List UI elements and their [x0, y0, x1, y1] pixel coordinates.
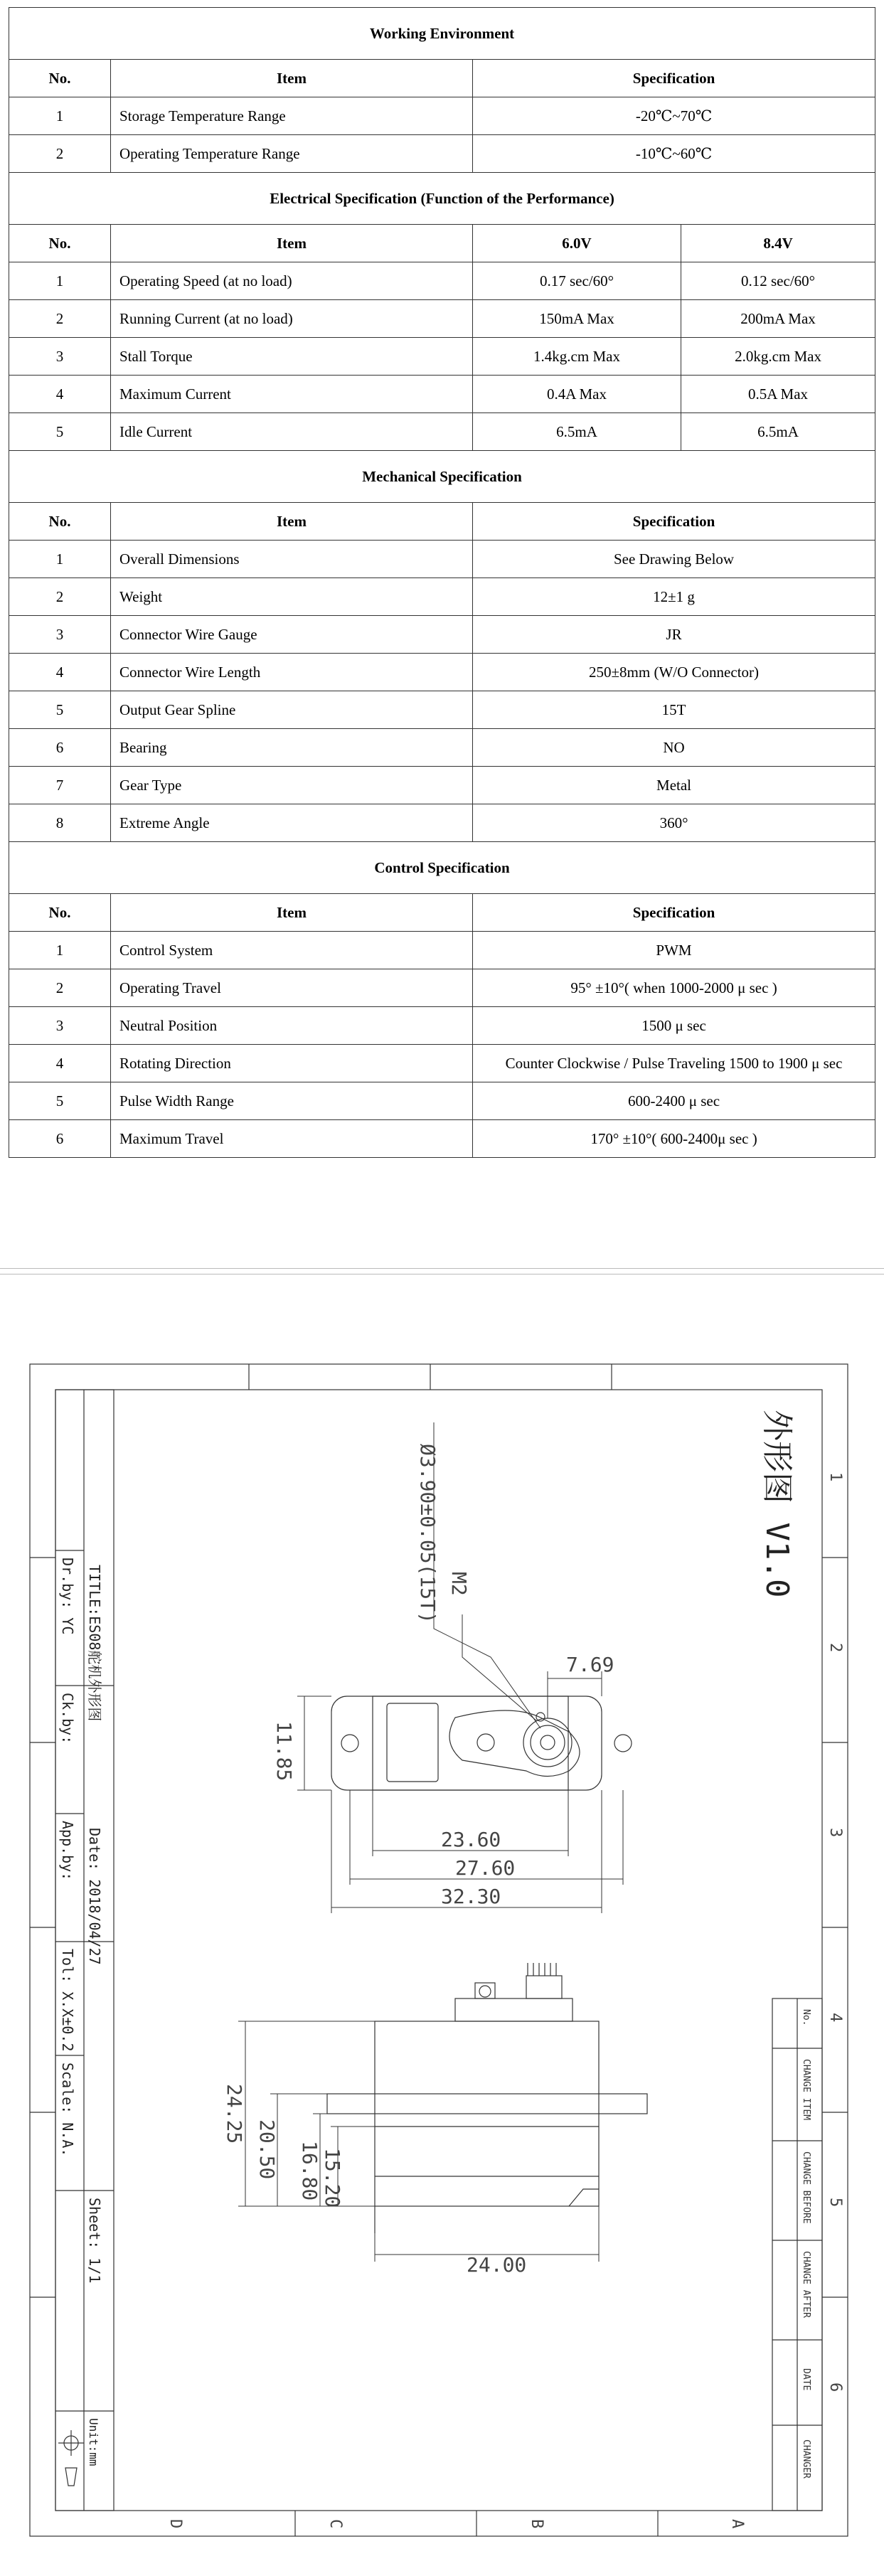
- dim-side-h1: 24.25: [223, 2084, 246, 2144]
- dim-top-offset: 7.69: [566, 1653, 614, 1676]
- row-no: 2: [9, 969, 111, 1007]
- title-block-unit: Unit:mm: [87, 2418, 100, 2466]
- row-no: 2: [9, 135, 111, 173]
- col-header-spec: Specification: [473, 894, 875, 932]
- row-item: Running Current (at no load): [111, 300, 473, 338]
- table-row: [9, 135, 875, 173]
- row-no: 1: [9, 932, 111, 969]
- table-row: [9, 262, 875, 300]
- row-value-8v: 200mA Max: [681, 300, 875, 338]
- row-item: Operating Travel: [111, 969, 473, 1007]
- projection-symbol: [58, 2430, 84, 2486]
- col-header-spec: Specification: [473, 503, 875, 541]
- row-item: Maximum Current: [111, 376, 473, 413]
- table-row: [9, 1045, 875, 1082]
- row-item: Output Gear Spline: [111, 691, 473, 729]
- col-header-6v: 6.0V: [473, 225, 681, 262]
- title-block-title: TITLE:ES08舵机外形图: [86, 1565, 103, 1722]
- row-item: Operating Speed (at no load): [111, 262, 473, 300]
- zone-label-row: 4: [826, 2013, 844, 2023]
- working_environment-section-title: Working Environment: [9, 8, 875, 60]
- row-value-6v: 150mA Max: [473, 300, 681, 338]
- dim-side-width: 24.00: [467, 2253, 527, 2277]
- row-value-6v: 6.5mA: [473, 413, 681, 451]
- row-no: 2: [9, 578, 111, 616]
- servo-top-view: [331, 1696, 632, 1790]
- row-value-6v: 0.17 sec/60°: [473, 262, 681, 300]
- row-item: Connector Wire Gauge: [111, 616, 473, 654]
- row-spec: PWM: [473, 932, 875, 969]
- row-spec: See Drawing Below: [473, 541, 875, 578]
- revision-header: CHANGE AFTER: [801, 2251, 811, 2318]
- table-row: [9, 767, 875, 804]
- table-row: [9, 1082, 875, 1120]
- row-no: 1: [9, 262, 111, 300]
- row-item: Pulse Width Range: [111, 1082, 473, 1120]
- control-section-title: Control Specification: [9, 842, 875, 894]
- col-header-no: No.: [9, 225, 111, 262]
- zone-label-row: 5: [826, 2198, 844, 2208]
- mechanical-section-title-row: [9, 451, 875, 503]
- row-no: 3: [9, 338, 111, 376]
- dim-spline: Ø3.90±0.05(15T): [416, 1444, 440, 1624]
- row-spec: JR: [473, 616, 875, 654]
- row-item: Weight: [111, 578, 473, 616]
- electrical-section-title: Electrical Specification (Function of the Performance): [9, 173, 875, 225]
- row-spec: 250±8mm (W/O Connector): [473, 654, 875, 691]
- dim-width-2: 27.60: [455, 1856, 516, 1880]
- table-row: [9, 969, 875, 1007]
- row-spec: 600-2400 μ sec: [473, 1082, 875, 1120]
- table-row: [9, 1120, 875, 1158]
- title-block-scale: Scale: N.A.: [59, 2063, 76, 2157]
- row-item: Neutral Position: [111, 1007, 473, 1045]
- table-row: [9, 578, 875, 616]
- revision-header: CHANGER: [801, 2439, 811, 2479]
- zone-label-row: 1: [826, 1472, 844, 1482]
- spec-table: [9, 7, 875, 1158]
- row-no: 5: [9, 1082, 111, 1120]
- row-value-6v: 0.4A Max: [473, 376, 681, 413]
- row-no: 4: [9, 1045, 111, 1082]
- table-row: [9, 338, 875, 376]
- row-item: Overall Dimensions: [111, 541, 473, 578]
- row-no: 4: [9, 654, 111, 691]
- row-spec: 12±1 g: [473, 578, 875, 616]
- row-value-8v: 0.12 sec/60°: [681, 262, 875, 300]
- table-row: [9, 691, 875, 729]
- control-section-title-row: [9, 842, 875, 894]
- row-item: Rotating Direction: [111, 1045, 473, 1082]
- zone-label-row: 6: [826, 2383, 844, 2393]
- row-item: Connector Wire Length: [111, 654, 473, 691]
- servo-outline-drawing: [0, 1344, 884, 2567]
- dim-width-1: 23.60: [441, 1828, 501, 1851]
- table-row: [9, 413, 875, 451]
- table-row: [9, 804, 875, 842]
- row-item: Bearing: [111, 729, 473, 767]
- row-no: 1: [9, 97, 111, 135]
- revision-header: No.: [801, 2009, 811, 2026]
- row-spec: 360°: [473, 804, 875, 842]
- col-header-item: Item: [111, 60, 473, 97]
- revision-header: DATE: [801, 2368, 811, 2391]
- drawing-title: 外形图 V1.0: [759, 1410, 795, 1598]
- page-divider: [0, 1268, 884, 1269]
- zone-label-row: 2: [826, 1643, 844, 1653]
- dim-width-3: 32.30: [441, 1885, 501, 1908]
- table-row: [9, 300, 875, 338]
- col-header-item: Item: [111, 503, 473, 541]
- row-value-6v: 1.4kg.cm Max: [473, 338, 681, 376]
- row-item: Stall Torque: [111, 338, 473, 376]
- zone-label-col: A: [728, 2519, 746, 2529]
- row-spec: 95° ±10°( when 1000-2000 μ sec ): [473, 969, 875, 1007]
- row-value-8v: 6.5mA: [681, 413, 875, 451]
- zone-label-col: B: [528, 2519, 545, 2529]
- revision-header: CHANGE BEFORE: [801, 2151, 811, 2224]
- zone-label-col: D: [166, 2519, 184, 2529]
- row-spec: Metal: [473, 767, 875, 804]
- table-row: [9, 376, 875, 413]
- row-no: 6: [9, 1120, 111, 1158]
- row-no: 8: [9, 804, 111, 842]
- row-spec: 1500 μ sec: [473, 1007, 875, 1045]
- col-header-spec: Specification: [473, 60, 875, 97]
- row-no: 6: [9, 729, 111, 767]
- table-row: [9, 729, 875, 767]
- dim-side-h3: 16.80: [298, 2141, 321, 2201]
- control-header-row: [9, 894, 875, 932]
- row-no: 1: [9, 541, 111, 578]
- title-block-approved-by: App.by:: [59, 1821, 76, 1881]
- row-spec: NO: [473, 729, 875, 767]
- col-header-8v: 8.4V: [681, 225, 875, 262]
- dim-height-top: 11.85: [272, 1721, 296, 1782]
- col-header-no: No.: [9, 503, 111, 541]
- dim-side-h4: 15.20: [321, 2148, 344, 2208]
- row-spec: -20℃~70℃: [473, 97, 875, 135]
- row-item: Storage Temperature Range: [111, 97, 473, 135]
- row-no: 4: [9, 376, 111, 413]
- col-header-item: Item: [111, 894, 473, 932]
- table-row: [9, 1007, 875, 1045]
- mechanical-header-row: [9, 503, 875, 541]
- col-header-item: Item: [111, 225, 473, 262]
- table-row: [9, 616, 875, 654]
- row-spec: Counter Clockwise / Pulse Traveling 1500 to 1900 μ sec: [473, 1045, 875, 1082]
- electrical-section-title-row: [9, 173, 875, 225]
- title-block-tolerance: Tol: X.X±0.2: [59, 1949, 76, 2052]
- working_environment-section-title-row: [9, 8, 875, 60]
- table-row: [9, 541, 875, 578]
- dim-side-h2: 20.50: [255, 2119, 279, 2180]
- title-block-checked-by: Ck.by:: [59, 1693, 76, 1745]
- row-value-8v: 0.5A Max: [681, 376, 875, 413]
- revision-header: CHANGE ITEM: [801, 2059, 811, 2121]
- row-spec: 15T: [473, 691, 875, 729]
- row-item: Control System: [111, 932, 473, 969]
- mechanical-section-title: Mechanical Specification: [9, 451, 875, 503]
- row-item: Idle Current: [111, 413, 473, 451]
- row-no: 5: [9, 413, 111, 451]
- row-no: 3: [9, 616, 111, 654]
- row-no: 7: [9, 767, 111, 804]
- zone-label-row: 3: [826, 1828, 844, 1838]
- row-no: 5: [9, 691, 111, 729]
- col-header-no: No.: [9, 60, 111, 97]
- table-row: [9, 932, 875, 969]
- title-block-drawn-by: Dr.by: YC: [59, 1558, 76, 1635]
- title-block-date: Date: 2018/04/27: [86, 1828, 103, 1965]
- dim-screw: M2: [447, 1572, 471, 1596]
- row-item: Gear Type: [111, 767, 473, 804]
- col-header-no: No.: [9, 894, 111, 932]
- row-no: 2: [9, 300, 111, 338]
- row-item: Maximum Travel: [111, 1120, 473, 1158]
- spec-table-body: [9, 8, 875, 1158]
- table-row: [9, 97, 875, 135]
- row-value-8v: 2.0kg.cm Max: [681, 338, 875, 376]
- servo-side-view: [327, 1963, 647, 2233]
- zone-label-col: C: [326, 2519, 344, 2529]
- row-spec: -10℃~60℃: [473, 135, 875, 173]
- row-item: Operating Temperature Range: [111, 135, 473, 173]
- row-no: 3: [9, 1007, 111, 1045]
- title-block-sheet: Sheet: 1/1: [86, 2198, 103, 2284]
- row-item: Extreme Angle: [111, 804, 473, 842]
- working_environment-header-row: [9, 60, 875, 97]
- row-spec: 170° ±10°( 600-2400μ sec ): [473, 1120, 875, 1158]
- table-row: [9, 654, 875, 691]
- electrical-header-row: [9, 225, 875, 262]
